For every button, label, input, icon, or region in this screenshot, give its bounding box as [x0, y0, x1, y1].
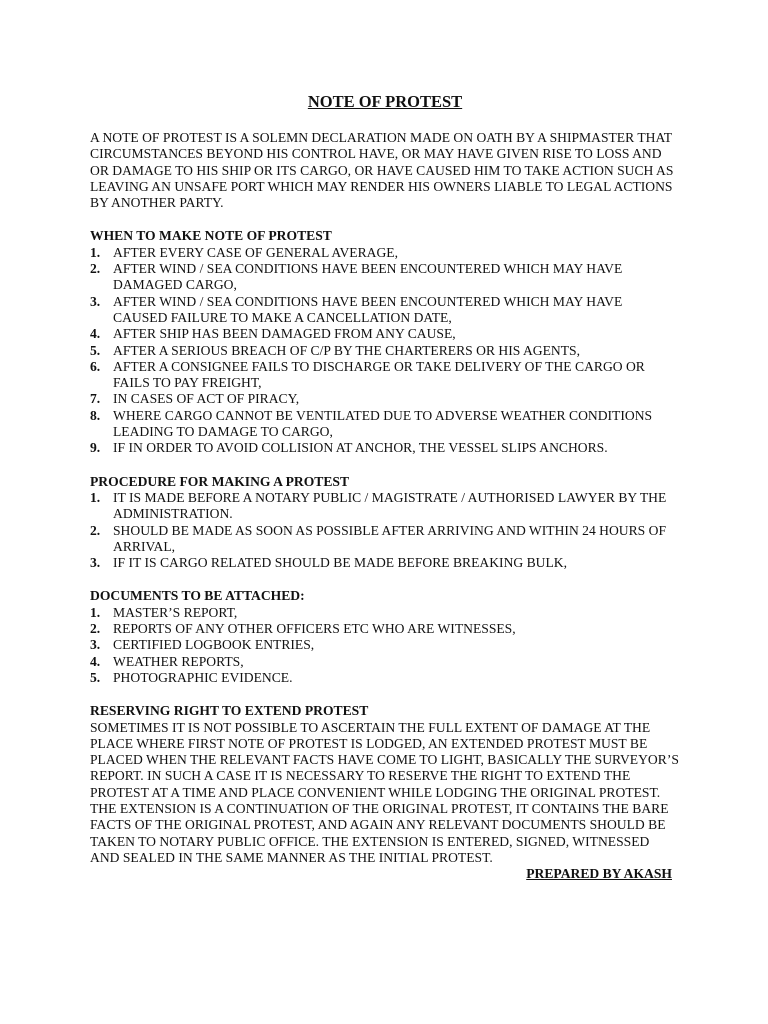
list-item [90, 440, 680, 456]
list-item [90, 523, 680, 556]
list-number: 3. [90, 637, 101, 653]
list-text: AFTER WIND / SEA CONDITIONS HAVE BEEN ENCOUNTERED WHICH MAY HAVE CAUSED FAILURE TO MAKE A CANCELLATION DATE, [113, 293, 623, 325]
reserving-heading: RESERVING RIGHT TO EXTEND PROTEST [90, 703, 369, 719]
list-item [90, 637, 680, 653]
list-number: 4. [90, 326, 101, 342]
list-number: 2. [90, 621, 101, 637]
intro-paragraph: A NOTE OF PROTEST IS A SOLEMN DECLARATION MADE ON OATH BY A SHIPMASTER THAT CIRCUMSTANCES BEYOND HIS CONTROL HAVE, OR MAY HAVE GIVEN RISE TO LOSS AND OR DAMAGE TO HIS SHIP OR ITS CARGO, OR HAVE CAUSED HIM TO TAKE ACTION SUCH AS LEAVING AN UNSAFE PORT WHICH MAY RENDER HIS OWNERS LIABLE TO LEGAL ACTIONS BY ANOTHER PARTY. [90, 130, 674, 211]
list-item [90, 490, 680, 523]
list-text: PHOTOGRAPHIC EVIDENCE. [113, 669, 293, 685]
list-text: AFTER WIND / SEA CONDITIONS HAVE BEEN ENCOUNTERED WHICH MAY HAVE DAMAGED CARGO, [113, 261, 623, 293]
reserving-section [90, 703, 680, 866]
list-item [90, 621, 680, 637]
list-text: AFTER A SERIOUS BREACH OF C/P BY THE CHARTERERS OR HIS AGENTS, [113, 342, 580, 358]
reserving-paragraph: SOMETIMES IT IS NOT POSSIBLE TO ASCERTAIN THE FULL EXTENT OF DAMAGE AT THE PLACE WHERE FIRST NOTE OF PROTEST IS LODGED, AN EXTENDED PROTEST MUST BE PLACED WHEN THE RELEVANT FACTS HAVE COME TO LIGHT, BASICALLY THE SURVEYOR’S REPORT. IN SUCH A CASE IT IS NECESSARY TO RESERVE THE RIGHT TO EXTEND THE PROTEST AT A TIME AND PLACE CONVENIENT WHILE LODGING THE ORIGINAL PROTEST. THE EXTENSION IS A CONTINUATION OF THE ORIGINAL PROTEST, IT CONTAINS THE BARE FACTS OF THE ORIGINAL PROTEST, AND AGAIN ANY RELEVANT DOCUMENTS SHOULD BE TAKEN TO NOTARY PUBLIC OFFICE. THE EXTENSION IS ENTERED, SIGNED, WITNESSED AND SEALED IN THE SAME MANNER AS THE INITIAL PROTEST. [90, 719, 679, 865]
documents-heading: DOCUMENTS TO BE ATTACHED: [90, 588, 305, 604]
list-number: 9. [90, 440, 101, 456]
list-number: 1. [90, 604, 101, 620]
list-number: 3. [90, 555, 101, 571]
list-text: IN CASES OF ACT OF PIRACY, [113, 391, 300, 407]
list-text: SHOULD BE MADE AS SOON AS POSSIBLE AFTER ARRIVING AND WITHIN 24 HOURS OF ARRIVAL, [113, 522, 667, 554]
list-item [90, 654, 680, 670]
list-text: CERTIFIED LOGBOOK ENTRIES, [113, 637, 315, 653]
list-number: 6. [90, 358, 101, 374]
list-number: 1. [90, 244, 101, 260]
documents-list [90, 605, 680, 686]
list-text: WEATHER REPORTS, [113, 653, 244, 669]
list-text: MASTER’S REPORT, [113, 604, 238, 620]
list-item [90, 670, 680, 686]
list-number: 8. [90, 407, 101, 423]
list-item [90, 391, 680, 407]
signature-line: PREPARED BY AKASH [526, 866, 672, 882]
list-item [90, 294, 680, 327]
list-text: WHERE CARGO CANNOT BE VENTILATED DUE TO ADVERSE WEATHER CONDITIONS LEADING TO DAMAGE TO CARGO, [113, 407, 653, 440]
when-list [90, 245, 680, 457]
list-number: 7. [90, 391, 101, 407]
list-text: IT IS MADE BEFORE A NOTARY PUBLIC / MAGISTRATE / AUTHORISED LAWYER BY THE ADMINISTRATION. [113, 489, 667, 522]
list-item [90, 326, 680, 342]
procedure-heading: PROCEDURE FOR MAKING A PROTEST [90, 473, 350, 489]
procedure-section [90, 474, 680, 572]
list-text: IF IT IS CARGO RELATED SHOULD BE MADE BEFORE BREAKING BULK, [113, 555, 568, 571]
list-text: AFTER A CONSIGNEE FAILS TO DISCHARGE OR TAKE DELIVERY OF THE CARGO OR FAILS TO PAY FREIGHT, [113, 358, 645, 391]
list-text: REPORTS OF ANY OTHER OFFICERS ETC WHO ARE WITNESSES, [113, 621, 516, 637]
list-number: 3. [90, 293, 101, 309]
list-number: 1. [90, 489, 101, 505]
list-number: 4. [90, 653, 101, 669]
list-item [90, 261, 680, 294]
when-section [90, 228, 680, 456]
list-item [90, 605, 680, 621]
documents-section [90, 588, 680, 686]
list-item [90, 408, 680, 441]
list-text: AFTER SHIP HAS BEEN DAMAGED FROM ANY CAUSE, [113, 326, 456, 342]
when-heading: WHEN TO MAKE NOTE OF PROTEST [90, 228, 332, 244]
list-number: 2. [90, 261, 101, 277]
document-page [90, 92, 680, 882]
list-item [90, 359, 680, 392]
procedure-list [90, 490, 680, 571]
list-number: 2. [90, 522, 101, 538]
list-text: AFTER EVERY CASE OF GENERAL AVERAGE, [113, 244, 398, 260]
list-number: 5. [90, 342, 101, 358]
list-item [90, 245, 680, 261]
list-item [90, 555, 680, 571]
document-title: NOTE OF PROTEST [307, 92, 463, 111]
list-item [90, 343, 680, 359]
list-number: 5. [90, 669, 101, 685]
list-text: IF IN ORDER TO AVOID COLLISION AT ANCHOR, THE VESSEL SLIPS ANCHORS. [113, 440, 608, 456]
